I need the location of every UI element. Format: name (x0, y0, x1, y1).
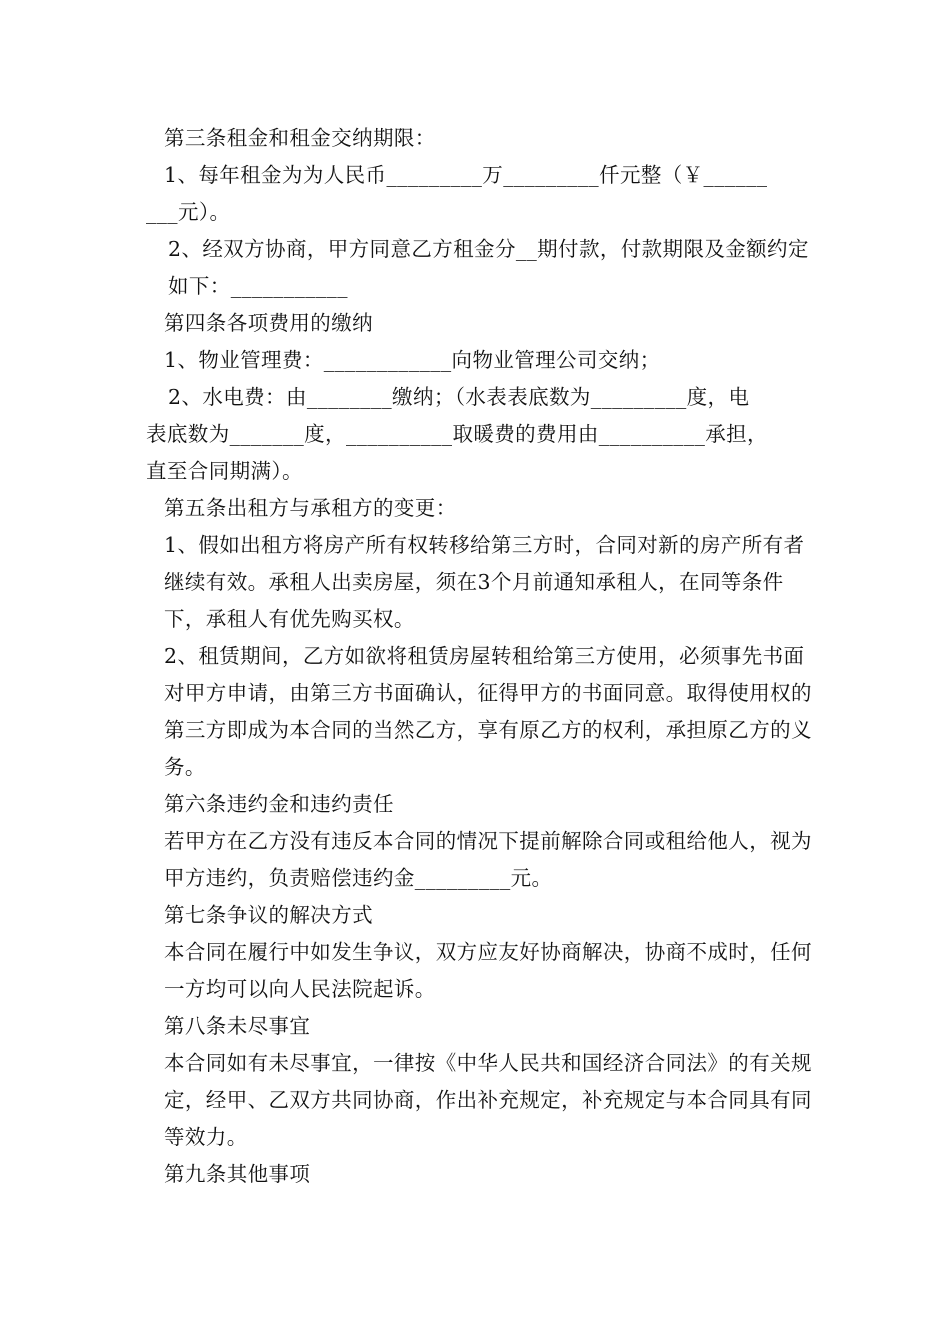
article-3-heading: 第三条租金和租金交纳期限： (164, 126, 436, 150)
article-5-item-2: 2、租赁期间，乙方如欲将租赁房屋转租给第三方使用，必须事先书面对甲方申请，由第三方书面确认，征得甲方的书面同意。取得使用权的第三方即成为本合同的当然乙方，享有原乙方的权利，承担原乙方的义务。 (164, 644, 812, 779)
article-8-heading: 第八条未尽事宜 (164, 1014, 311, 1038)
article-7-body: 本合同在履行中如发生争议，双方应友好协商解决，协商不成时，任何一方均可以向人民法院起诉。 (164, 940, 812, 1001)
article-4-item-2-line-3: 直至合同期满）。 (146, 459, 303, 483)
article-6-heading: 第六条违约金和违约责任 (164, 792, 394, 816)
article-8-body: 本合同如有未尽事宜，一律按《中华人民共和国经济合同法》的有关规定，经甲、乙双方共同协商，作出补充规定，补充规定与本合同具有同等效力。 (164, 1051, 812, 1149)
article-7-heading: 第七条争议的解决方式 (164, 903, 373, 927)
contract-body (146, 120, 818, 1193)
article-4-heading: 第四条各项费用的缴纳 (164, 311, 373, 335)
article-5-item-1: 1、假如出租方将房产所有权转移给第三方时，合同对新的房产所有者继续有效。承租人出卖房屋，须在3个月前通知承租人，在同等条件下，承租人有优先购买权。 (164, 533, 805, 631)
article-9-heading: 第九条其他事项 (164, 1162, 311, 1186)
article-4-item-1: 1、物业管理费：____________向物业管理公司交纳； (164, 348, 661, 372)
article-6-body: 若甲方在乙方没有违反本合同的情况下提前解除合同或租给他人，视为甲方违约，负责赔偿违约金_________元。 (164, 829, 812, 890)
article-3-item-1-line-1: 1、每年租金为为人民币_________万_________仟元整（￥______ (164, 163, 768, 187)
article-3-item-2: 2、经双方协商，甲方同意乙方租金分__期付款，付款期限及金额约定如下：___________ (168, 237, 809, 298)
article-5-heading: 第五条出租方与承租方的变更： (164, 496, 457, 520)
article-3-item-1-line-2: ___元）。 (146, 200, 231, 224)
article-4-item-2-line-2: 表底数为_______度，__________取暖费的费用由__________承担， (146, 422, 768, 446)
article-4-item-2-line-1: 2、水电费：由________缴纳；（水表表底数为_________度，电 (168, 385, 750, 409)
